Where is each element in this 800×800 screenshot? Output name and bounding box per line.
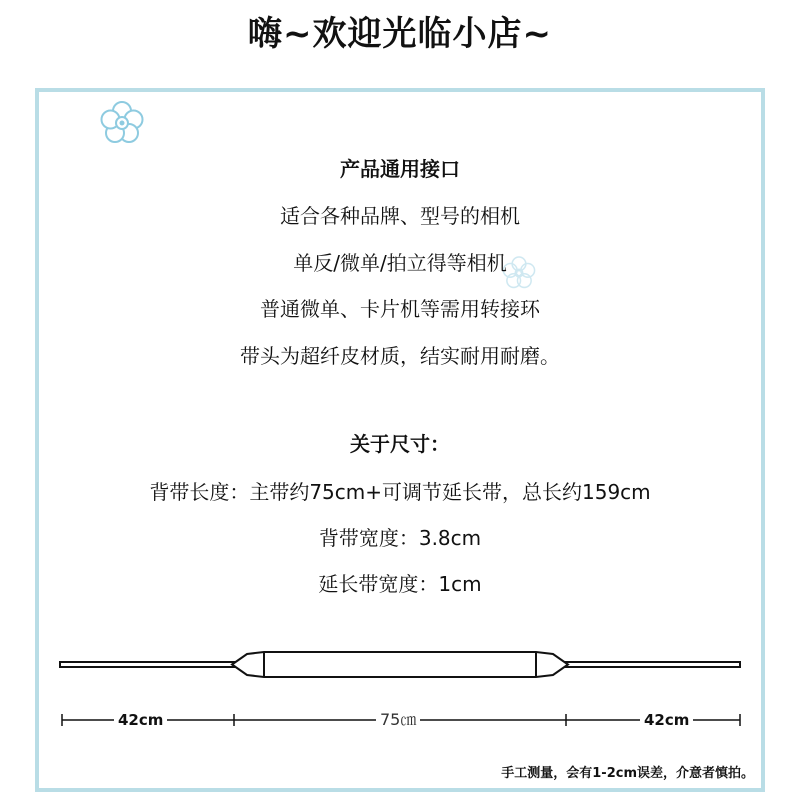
feature-line: 普通微单、卡片机等需用转接环 <box>260 297 540 321</box>
left-extension-strap <box>60 662 242 667</box>
page-title: 嗨~欢迎光临小店~ <box>248 14 552 54</box>
middle-length-label: 75㎝ <box>376 711 420 729</box>
right-length-label: 42cm <box>640 711 693 729</box>
dimension-line: 背带长度：主带约75cm+可调节延长带，总长约159cm <box>149 480 651 504</box>
dimension-line: 延长带宽度：1cm <box>318 572 482 596</box>
feature-line: 适合各种品牌、型号的相机 <box>280 204 520 228</box>
flower-icon <box>97 98 147 148</box>
left-length-label: 42cm <box>114 711 167 729</box>
feature-line: 单反/微单/拍立得等相机 <box>293 251 507 275</box>
dimension-line: 背带宽度：3.8cm <box>318 526 482 550</box>
feature-line: 带头为超纤皮材质，结实耐用耐磨。 <box>240 344 560 368</box>
dimensions-heading: 关于尺寸： <box>350 432 450 456</box>
strap-diagram <box>0 640 800 700</box>
right-extension-strap <box>558 662 740 667</box>
footnote: 手工测量，会有1-2cm误差，介意者慎拍。 <box>501 766 754 781</box>
features-heading: 产品通用接口 <box>340 157 460 181</box>
main-strap-body <box>232 652 568 677</box>
